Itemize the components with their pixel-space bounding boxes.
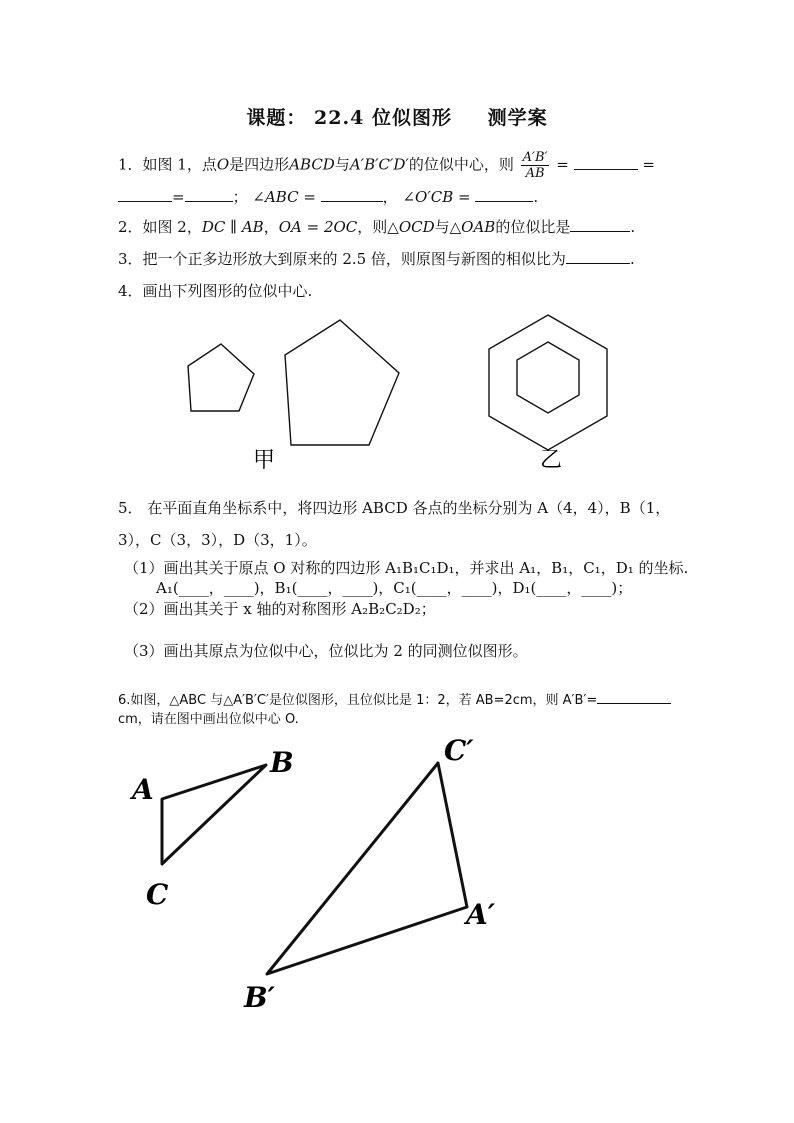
q4-text: 4．画出下列图形的位似中心. — [118, 282, 313, 300]
q1-frac-num: A′B′ — [522, 150, 548, 165]
label-b-prime: B′ — [244, 981, 276, 1014]
q6-line-2: cm，请在图中画出位似中心 O. — [118, 712, 299, 727]
label-c-prime: C′ — [444, 734, 474, 767]
q2-text-3: 与 — [434, 218, 450, 236]
title-prefix: 课题： — [246, 107, 307, 129]
q1-text-3: 与 — [334, 155, 350, 174]
label-b: B — [270, 746, 294, 779]
q1-text-2: 是四边形 — [229, 155, 290, 174]
q6-line-1: 6.如图，△ABC 与△A′B′C′是位似图形，且位似比是 1：2，若 AB=2cm，则 A′B′= — [118, 693, 598, 708]
triangle-abc-prime — [267, 763, 467, 974]
q1-quad-abcd: ABCD — [289, 155, 335, 174]
title-kind: 测学案 — [487, 107, 548, 129]
q2-text-1: 2．如图 2， — [118, 218, 202, 236]
question-5-part-1-answer — [156, 578, 632, 598]
question-6-line-1 — [118, 689, 671, 708]
q1-point-o: O — [216, 155, 230, 174]
q1-equals: = — [172, 188, 185, 206]
q6-blank[interactable] — [597, 691, 671, 704]
q1-period: . — [533, 188, 539, 206]
q2-parallel: DC ∥ AB — [201, 218, 264, 236]
q1-angle-ocb: ∠O′CB = — [402, 188, 471, 206]
q1-semicolon: ； — [232, 188, 248, 206]
label-c: C — [146, 878, 169, 911]
question-5-part-3 — [124, 641, 528, 661]
q5-part-1-answer-text[interactable]: A₁(____，____)，B₁(____，____)，C₁(____，____)，D₁(____，____)； — [156, 579, 633, 597]
q2-comma: ， — [263, 218, 279, 236]
title-number: 22.4 — [314, 107, 365, 129]
q5-line-2: 3），C（3，3），D（3，1）。 — [118, 531, 317, 549]
question-5-part-2 — [124, 599, 436, 619]
small-pentagon — [188, 344, 254, 411]
q1-quad-prime: A′B′C′D′ — [349, 155, 409, 174]
q1-frac-den: AB — [525, 166, 545, 181]
q1-text-1: 1．如图 1，点 — [118, 155, 217, 174]
q5-line-1: 5． 在平面直角坐标系中，将四边形 ABCD 各点的坐标分别为 A（4，4），B（1， — [118, 499, 671, 517]
q1-text-4: 的位似中心，则 — [408, 155, 514, 174]
q2-ratio: OA = 2OC — [278, 218, 358, 236]
label-a: A — [132, 773, 154, 806]
triangle-abc — [162, 765, 266, 864]
q2-triangle-oab: △OAB — [449, 218, 496, 236]
q3-text: 3．把一个正多边形放大到原来的 2.5 倍，则原图与新图的相似比为 — [118, 250, 566, 268]
q6-figure — [0, 720, 794, 1020]
q1-equals: = — [556, 155, 569, 174]
large-pentagon — [285, 320, 399, 445]
q5-part-1-text: （1）画出其关于原点 O 对称的四边形 A₁B₁C₁D₁，并求出 A₁，B₁，C₁，D₁ 的坐标. — [124, 559, 689, 577]
figure-label-jia: 甲 — [252, 448, 276, 473]
q2-text-4: 的位似比是 — [495, 218, 571, 236]
q2-period: . — [630, 218, 636, 236]
q1-equals: = — [642, 155, 655, 174]
question-5-part-1 — [124, 558, 688, 578]
large-hexagon — [489, 315, 607, 450]
q5-part-2-text: （2）画出其关于 x 轴的对称图形 A₂B₂C₂D₂； — [124, 600, 436, 618]
label-a-prime: A′ — [466, 898, 496, 931]
question-5-line-2 — [118, 530, 317, 550]
q4-figures — [0, 0, 794, 480]
q3-period: . — [629, 250, 635, 268]
small-hexagon — [517, 342, 579, 413]
title-topic: 位似图形 — [371, 107, 452, 129]
q2-triangle-ocd: △OCD — [387, 218, 435, 236]
q5-part-3-text: （3）画出其原点为位似中心，位似比为 2 的同测位似图形。 — [124, 642, 528, 660]
figure-label-yi: 乙 — [539, 448, 563, 473]
question-5-line-1 — [118, 498, 670, 518]
q1-angle-abc: ∠ABC = — [252, 188, 316, 206]
q2-text-2: ，则 — [357, 218, 388, 236]
q1-comma: ， — [382, 188, 398, 206]
